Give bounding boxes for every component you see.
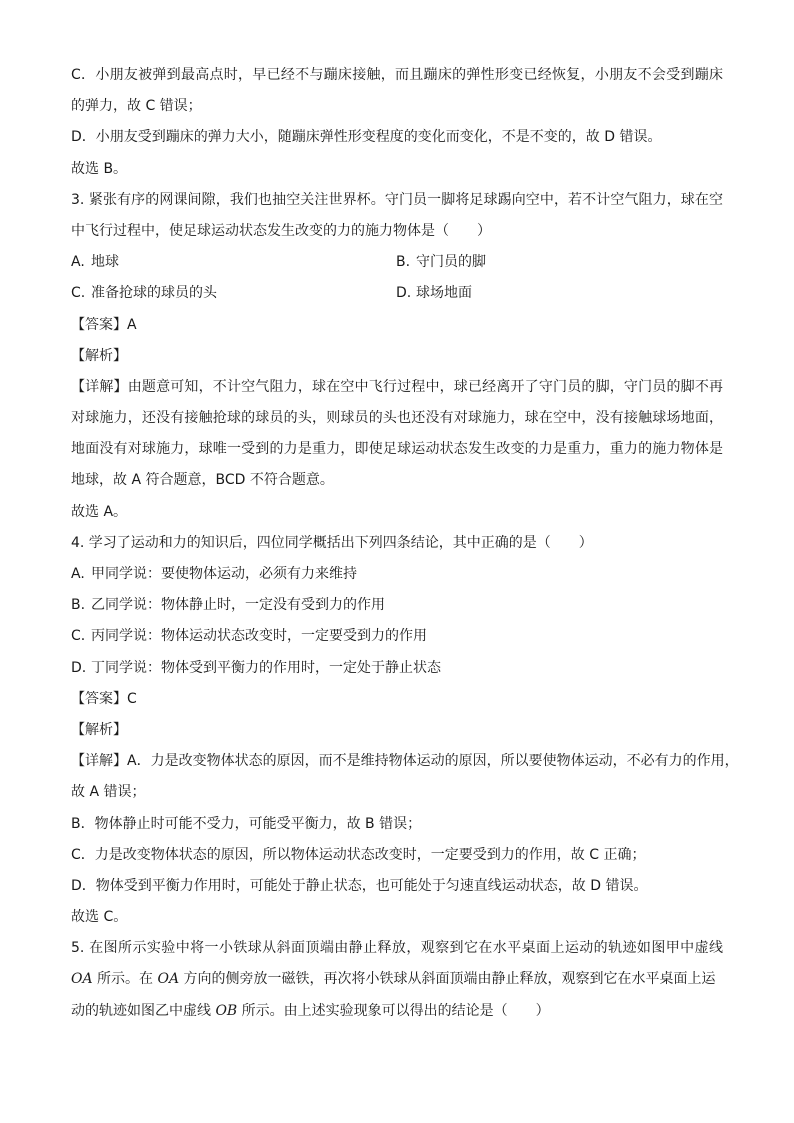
q3-detail-line3: 地面没有对球施力，球唯一受到的力是重力，即使足球运动状态发生改变的力是重力，重力的施力物体是 bbox=[71, 441, 723, 458]
q4-detail-line1: 【详解】A．力是改变物体状态的原因，而不是维持物体运动的原因，所以要使物体运动，不必有力的作用， bbox=[71, 753, 739, 770]
option-letter: D. bbox=[396, 285, 412, 302]
q3-stem-line1: 3. 紧张有序的网课间隙，我们也抽空关注世界杯。守门员一脚将足球踢向空中，若不计空气阻力，球在空 bbox=[71, 191, 723, 208]
q5-stem-line1: 5. 在图所示实验中将一小铁球从斜面顶端由静止释放，观察到它在水平桌面上运动的轨迹如图甲中虚线 bbox=[71, 940, 723, 957]
variable-ob: OB bbox=[215, 1002, 238, 1019]
q3-choice-conclusion: 故选 A。 bbox=[71, 503, 128, 520]
option-letter: D. bbox=[71, 659, 87, 676]
q2-option-c-explanation-line1: C．小朋友被弹到最高点时，早已经不与蹦床接触，而且蹦床的弹性形变已经恢复，小朋友不会受到蹦床 bbox=[71, 67, 723, 83]
q4-option-d bbox=[71, 653, 723, 684]
variable-oa: OA bbox=[157, 971, 180, 988]
q4-stem: 4. 学习了运动和力的知识后，四位同学概括出下列四条结论，其中正确的是（ ） bbox=[71, 534, 593, 551]
q3-answer: 【答案】A bbox=[71, 316, 137, 333]
option-letter: A. bbox=[71, 254, 85, 271]
q4-detail-line2: 故 A 错误； bbox=[71, 784, 146, 801]
document-page bbox=[71, 60, 739, 1027]
q3-option-c bbox=[71, 278, 396, 309]
q4-analysis-heading: 【解析】 bbox=[71, 721, 127, 738]
q4-option-c bbox=[71, 621, 723, 652]
q4-option-b bbox=[71, 590, 723, 621]
option-letter: B. bbox=[396, 254, 411, 271]
q3-stem-line2: 中飞行过程中，使足球运动状态发生改变的力的施力物体是（ ） bbox=[71, 222, 491, 239]
option-text: 丙同学说：物体运动状态改变时，一定要受到力的作用 bbox=[91, 628, 427, 645]
q3-detail-line2: 对球施力，还没有接触抢球的球员的头，则球员的头也还没有对球施力，球在空中，没有接触球场地面， bbox=[71, 410, 723, 427]
q4-option-c-explanation: C．力是改变物体状态的原因，所以物体运动状态改变时，一定要受到力的作用，故 C 正确； bbox=[71, 846, 646, 863]
q5-line3-text: 动的轨迹如图乙中虚线 bbox=[71, 1002, 216, 1019]
option-text: 乙同学说：物体静止时，一定没有受到力的作用 bbox=[91, 597, 385, 614]
q5-line2-text: 所示。在 bbox=[92, 971, 158, 988]
q3-options-row2 bbox=[71, 278, 723, 309]
option-text: 地球 bbox=[91, 254, 119, 271]
q3-options-row1 bbox=[71, 247, 723, 278]
q4-option-a bbox=[71, 559, 723, 590]
option-letter: B. bbox=[71, 597, 86, 614]
option-text: 球场地面 bbox=[416, 285, 472, 302]
q4-choice-conclusion: 故选 C。 bbox=[71, 909, 128, 926]
option-text: 丁同学说：物体受到平衡力的作用时，一定处于静止状态 bbox=[91, 659, 441, 676]
q5-stem-line3 bbox=[71, 996, 723, 1027]
q2-choice-conclusion: 故选 B。 bbox=[71, 160, 128, 177]
option-letter: C. bbox=[71, 628, 86, 645]
q3-option-b bbox=[396, 247, 721, 278]
variable-oa: OA bbox=[71, 971, 93, 988]
option-letter: C. bbox=[71, 285, 86, 302]
option-text: 守门员的脚 bbox=[416, 254, 486, 271]
option-text: 甲同学说：要使物体运动，必须有力来维持 bbox=[91, 566, 357, 582]
q3-option-d bbox=[396, 278, 721, 309]
option-letter: A. bbox=[71, 566, 85, 582]
q2-option-c-explanation-line2: 的弹力，故 C 错误； bbox=[71, 98, 202, 115]
q4-answer: 【答案】C bbox=[71, 690, 137, 707]
q2-option-d-explanation: D．小朋友受到蹦床的弹力大小，随蹦床弹性形变程度的变化而变化，不是不变的，故 D 错误。 bbox=[71, 129, 662, 146]
q5-line3-text: 所示。由上述实验现象可以得出的结论是（ ） bbox=[237, 1002, 550, 1019]
q3-option-a bbox=[71, 247, 396, 278]
q3-analysis-heading: 【解析】 bbox=[71, 347, 127, 364]
q3-detail-line1: 【详解】由题意可知，不计空气阻力，球在空中飞行过程中，球已经离开了守门员的脚，守门员的脚不再 bbox=[71, 378, 723, 395]
q4-option-b-explanation: B．物体静止时可能不受力，可能受平衡力，故 B 错误； bbox=[71, 815, 422, 832]
q4-option-d-explanation: D．物体受到平衡力作用时，可能处于静止状态，也可能处于匀速直线运动状态，故 D 错误。 bbox=[71, 877, 648, 894]
q3-detail-line4: 地球，故 A 符合题意，BCD 不符合题意。 bbox=[71, 472, 334, 489]
q5-stem-line2 bbox=[71, 964, 723, 995]
option-text: 准备抢球的球员的头 bbox=[91, 285, 217, 302]
q5-line2-text: 方向的侧旁放一磁铁，再次将小铁球从斜面顶端由静止释放，观察到它在水平桌面上运 bbox=[179, 971, 716, 988]
